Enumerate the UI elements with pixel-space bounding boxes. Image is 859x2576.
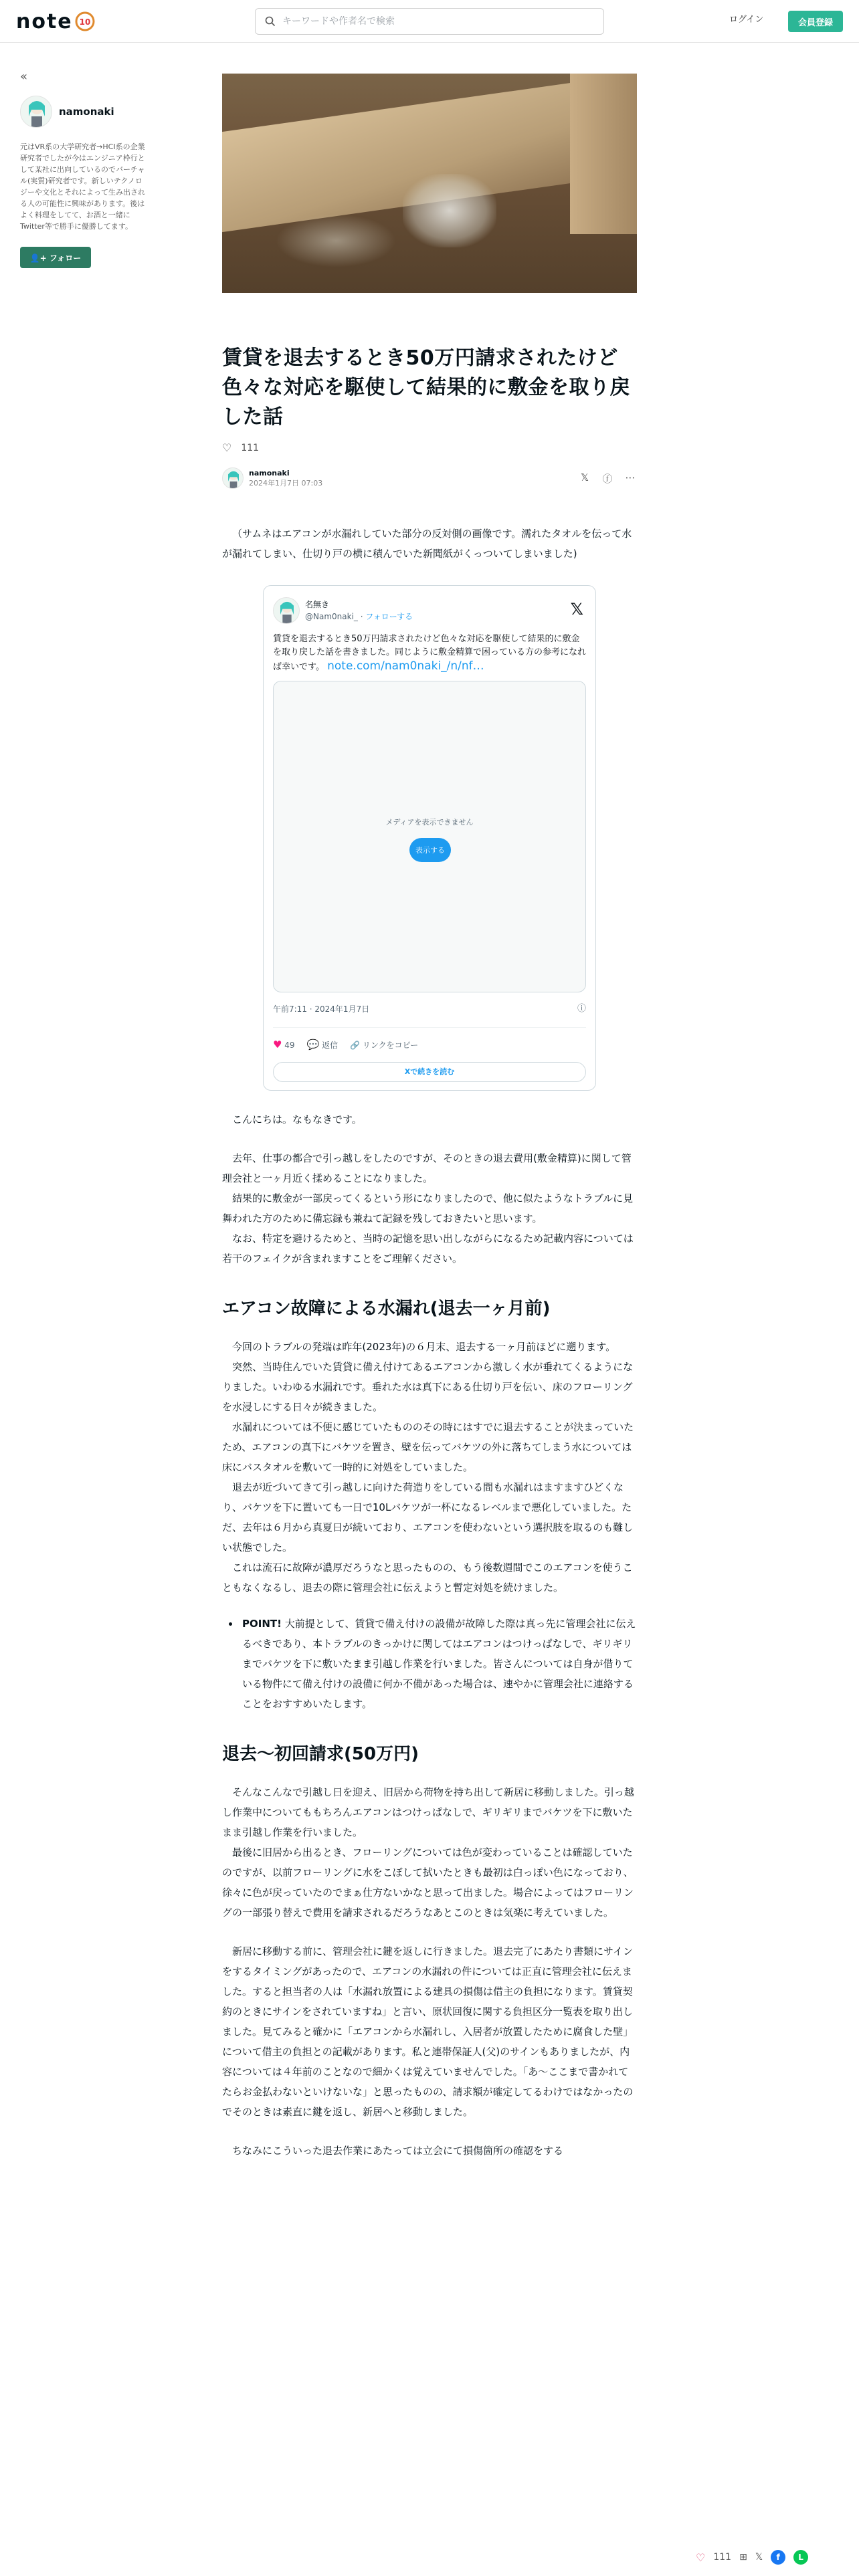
paragraph: 今回のトラブルの発端は昨年(2023年)の６月末、退去する一ヶ月前ほどに遡ります。 <box>232 1341 616 1353</box>
paragraph: 去年、仕事の都合で引っ越しをしたのですが、そのときの退去費用(敷金精算)に関して管理会社と一ヶ月近く揉めることになりました。 <box>222 1152 632 1184</box>
magazine-add-icon[interactable]: ⊞ <box>739 2552 747 2563</box>
copy-link-button[interactable]: 🔗 リンクをコピー <box>350 1040 419 1050</box>
paragraph: 突然、当時住んでいた賃貸に備え付けてあるエアコンから激しく水が垂れてくるようになりました。いわゆる水漏れです。垂れた水は真下にある仕切り戸を伝い、床のフローリングを水浸しにする日々が続きました。 <box>222 1361 634 1413</box>
section-heading: エアコン故障による水漏れ(退去一ヶ月前) <box>222 1299 551 1319</box>
search-input[interactable] <box>282 16 583 27</box>
x-share-icon[interactable]: 𝕏 <box>580 471 589 484</box>
floating-action-bar <box>696 2547 808 2568</box>
media-unavailable-text: メディアを表示できません <box>385 818 474 827</box>
author-name[interactable]: namonaki <box>249 469 290 477</box>
tweet-display-name[interactable]: 名無き <box>305 600 330 609</box>
login-button[interactable]: ログイン <box>729 12 763 25</box>
paragraph: 水漏れについては不便に感じていたもののその時にはすでに退去することが決まっていたため、エアコンの真下にバケツを置き、壁を伝ってバケツの外に落ちてしまう水については床にバスタオルを敷いて一時的に対処をしていました。 <box>222 1421 634 1473</box>
thumbnail-caption: （サムネはエアコンが水漏れしていた部分の反対側の画像です。濡れたタオルを伝って水が漏れてしまい、仕切り戸の横に積んでいた新聞紙がくっついてしまいました) <box>222 528 632 560</box>
read-more-on-x-button[interactable]: Xで続きを読む <box>273 1062 586 1082</box>
embedded-tweet[interactable]: 名無き @Nam0naki_ · フォローする 𝕏 賃貸を退去するとき50万円請求されたけど色々な対応を駆使して結果的に敷金を取り戻した話を書きました。同じように敷金精算で困っている方の参考になれば幸いです。 note.com/nam0naki_/n/nf… メディアを表示できません 表示する 午前7:11 · 2024年1月7日 ⓘ ♥ 49 💬 返信 🔗 リンクをコピー Xで続きを読む <box>263 585 596 1091</box>
tweet-reply-button[interactable]: 💬 返信 <box>306 1039 339 1051</box>
x-logo-icon[interactable]: 𝕏 <box>570 600 583 619</box>
signup-button[interactable]: 会員登録 <box>788 11 843 32</box>
paragraph: ちなみにこういった退去作業にあたっては立会にて損傷箇所の確認をする <box>232 2145 564 2157</box>
paragraph: これは流石に故障が濃厚だろうなと思ったものの、もう後数週間でこのエアコンを使うこともなくなるし、退去の際に管理会社に伝えようと暫定対処を続けました。 <box>222 1562 633 1594</box>
author-avatar[interactable] <box>222 467 244 489</box>
double-chevron-left-icon[interactable]: « <box>20 70 28 84</box>
info-icon[interactable]: ⓘ <box>577 1004 586 1014</box>
like-count: 111 <box>241 442 260 453</box>
publish-date: 2024年1月7日 07:03 <box>249 479 323 488</box>
like-count-row <box>222 441 637 454</box>
tweet-timestamp[interactable]: 午前7:11 · 2024年1月7日 <box>273 1004 370 1014</box>
creator-name[interactable]: namonaki <box>59 106 114 118</box>
facebook-share-icon[interactable]: f <box>771 2550 785 2565</box>
creator-bio: 元はVR系の大学研究者→HCI系の企業研究者でしたが今はエンジニア枠行として某社に出向しているのでバーチャル(実質)研究者です。新しいテクノロジーや文化とそれによって生み出される人の可能性に興味があります。後はよく料理をしてて、お酒と一緒にTwitter等で勝手に優勝してます。 <box>20 142 145 231</box>
tweet-text: 賃貸を退去するとき50万円請求されたけど色々な対応を駆使して結果的に敷金を取り戻した話を書きました。同じように敷金精算で困っている方の参考になれば幸いです。 <box>273 634 587 672</box>
paragraph: なお、特定を避けるためと、当時の記憶を思い出しながらになるため記載内容については若干のフェイクが含まれますことをご理解ください。 <box>222 1232 634 1265</box>
article-title: 賃貸を退去するとき50万円請求されたけど色々な対応を駆使して結果的に敷金を取り戻した話 <box>222 346 630 429</box>
paragraph: 結果的に敷金が一部戻ってくるという形になりましたので、他に似たようなトラブルに見舞われた方のために備忘録も兼ねて記録を残しておきたいと思います。 <box>222 1192 634 1224</box>
x-share-icon[interactable]: 𝕏 <box>755 2552 763 2563</box>
hero-image <box>222 74 637 293</box>
link-icon: 🔗 <box>350 1040 361 1050</box>
article <box>222 74 637 2161</box>
creator-sidebar <box>20 70 147 268</box>
point-text: 大前提として、賃貸で備え付けの設備が故障した際は真っ先に管理会社に伝えるべきであり、本トラブルのきっかけに関してはエアコンはつけっぱなしで、ギリギリまでバケツを下に敷いたまま引越し作業を行いました。皆さんについては自身が借りている物件にて備え付けの設備に何か不備があった場合は、速やかに管理会社に連絡することをおすすめいたします。 <box>242 1618 636 1710</box>
more-options-icon[interactable]: ⋯ <box>625 471 636 484</box>
tweet-follow-link[interactable]: フォローする <box>365 612 413 621</box>
tweet-link[interactable]: note.com/nam0naki_/n/nf… <box>327 659 484 673</box>
tweet-media <box>273 681 586 992</box>
search-box[interactable] <box>255 8 604 35</box>
paragraph: 最後に旧居から出るとき、フローリングについては色が変わっていることは確認していたのですが、以前フローリングに水をこぼして拭いたときも最初は白っぽい色になっており、徐々に色が戻っていたのでまぁ仕方ないかなと思って出ました。場合によってはフローリングの一部張り替えで費用を請求されるだろうなあとこのときは気楽に考えていました。 <box>222 1846 634 1919</box>
add-user-icon: 👤+ <box>29 253 47 263</box>
facebook-share-icon[interactable]: ⓕ <box>602 473 613 485</box>
follow-button[interactable]: 👤+ フォロー <box>20 247 91 268</box>
paragraph: 新居に移動する前に、管理会社に鍵を返しに行きました。退去完了にあたり書類にサインをするタイミングがあったので、エアコンの水漏れの件については正直に管理会社に伝えました。すると担当者の人は「水漏れ放置による建具の損傷は借主の負担になります。賃貸契約のときにサインをされていますね」と言い、原状回復に関する負担区分一覧表を取り出しました。見てみると確かに「エアコンから水漏れし、入居者が放置したために腐食した壁」について借主の負担との記載があります。私と連帯保証人(父)のサインもありましたが、内容については４年前のことなので細かくは覚えていませんでした。「あ〜ここまで書かれてたらお金払わないといけないな」と思ったものの、請求額が確定してるわけではなかったのでそのときは素直に鍵を返し、新居へと移動しました。 <box>222 1945 634 2118</box>
paragraph: 退去が近づいてきて引っ越しに向けた荷造りをしている間も水漏れはますますひどくなり、バケツを下に置いても一日で10Lバケツが一杯になるレベルまで悪化していました。ただ、去年は６月から真夏日が続いており、エアコンを使わないという選択肢を取るのも難しい状態でした。 <box>222 1481 634 1553</box>
tweet-like-button[interactable]: ♥ 49 <box>273 1039 295 1051</box>
floating-like-count: 111 <box>713 2552 732 2563</box>
search-icon <box>265 16 276 27</box>
note-logo[interactable]: note 10 <box>16 9 96 33</box>
svg-text:10: 10 <box>79 17 91 27</box>
tweet-avatar[interactable] <box>273 597 300 624</box>
anniversary-badge-icon <box>74 11 96 32</box>
tweet-handle[interactable]: @Nam0naki_ <box>305 612 358 621</box>
point-callout <box>240 1614 637 1714</box>
show-media-button[interactable]: 表示する <box>409 838 451 862</box>
article-body <box>222 524 637 2161</box>
heart-filled-icon: ♥ <box>273 1039 282 1051</box>
creator-profile[interactable] <box>20 96 147 128</box>
paragraph: こんにちは。なもなきです。 <box>232 1113 362 1125</box>
share-buttons <box>578 471 637 486</box>
site-header <box>0 0 859 43</box>
point-label: POINT! <box>242 1618 282 1630</box>
line-share-icon[interactable]: L <box>793 2550 808 2565</box>
heart-icon[interactable]: ♡ <box>222 441 232 454</box>
avatar[interactable] <box>20 96 52 128</box>
reply-icon: 💬 <box>306 1039 320 1051</box>
section-heading: 退去〜初回請求(50万円) <box>222 1744 419 1764</box>
paragraph: そんなこんなで引越し日を迎え、旧居から荷物を持ち出して新居に移動しました。引っ越し作業中についてももちろんエアコンはつけっぱなしで、ギリギリまでバケツを下に敷いたまま引越し作業を行いました。 <box>222 1786 634 1838</box>
author-row <box>222 465 637 492</box>
heart-icon[interactable]: ♡ <box>696 2551 706 2564</box>
